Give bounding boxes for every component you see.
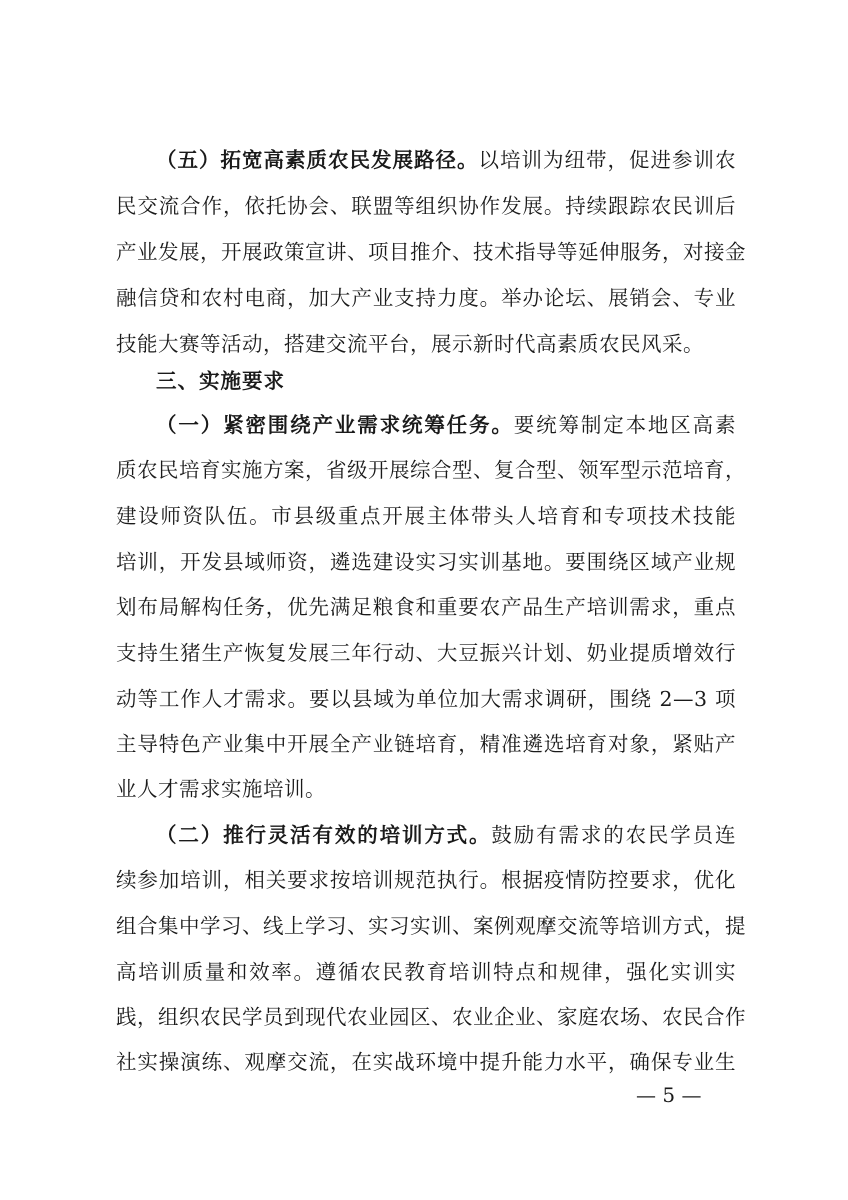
section1-first-line bbox=[156, 408, 736, 442]
section1-line: 划布局解构任务，优先满足粮食和重要农产品生产培训需求，重点 bbox=[116, 595, 736, 619]
section2-bold-title: （二）推行灵活有效的培训方式。 bbox=[156, 823, 492, 847]
section1-line: 主导特色产业集中开展全产业链培育，精准遴选培育对象，紧贴产 bbox=[116, 732, 736, 756]
section2-first-line-rest: 鼓励有需求的农民学员连 bbox=[491, 823, 737, 847]
section2-line: 组合集中学习、线上学习、实习实训、案例观摩交流等培训方式，提 bbox=[116, 914, 746, 938]
section1-line: 业人才需求实施培训。 bbox=[116, 777, 326, 801]
section2-line: 社实操演练、观摩交流，在实战环境中提升能力水平，确保专业生 bbox=[116, 1050, 736, 1074]
section2-first-line bbox=[156, 818, 736, 852]
section1-line: 支持生猪生产恢复发展三年行动、大豆振兴计划、奶业提质增效行 bbox=[116, 641, 736, 665]
section1-bold-title: （一）紧密围绕产业需求统筹任务。 bbox=[156, 413, 514, 437]
section1-line: 动等工作人才需求。要以县域为单位加大需求调研，围绕 2—3 项 bbox=[116, 687, 736, 711]
section5-line: 民交流合作，依托协会、联盟等组织协作发展。持续跟踪农民训后 bbox=[116, 194, 736, 218]
section5-bold-title: （五）拓宽高素质农民发展路径。 bbox=[156, 148, 479, 172]
section1-line: 培训，开发县域师资，遴选建设实习实训基地。要围绕区域产业规 bbox=[116, 550, 736, 574]
section2-line: 践，组织农民学员到现代农业园区、农业企业、家庭农场、农民合作 bbox=[116, 1005, 746, 1029]
section5-line: 融信贷和农村电商，加大产业支持力度。举办论坛、展销会、专业 bbox=[116, 286, 736, 310]
section5-first-line-rest: 以培训为纽带，促进参训农 bbox=[478, 148, 736, 172]
section1-line: 建设师资队伍。市县级重点开展主体带头人培育和专项技术技能 bbox=[116, 504, 736, 528]
section5-line: 技能大赛等活动，搭建交流平台，展示新时代高素质农民风采。 bbox=[116, 332, 704, 356]
heading-implementation-requirements: 三、实施要求 bbox=[156, 369, 285, 393]
section5-line: 产业发展，开展政策宣讲、项目推介、技术指导等延伸服务，对接金 bbox=[116, 240, 746, 264]
section1-first-line-rest: 要统筹制定本地区高素 bbox=[513, 413, 737, 437]
section5-first-line bbox=[156, 143, 736, 177]
section1-line: 质农民培育实施方案，省级开展综合型、复合型、领军型示范培育， bbox=[116, 458, 746, 482]
section2-line: 续参加培训，相关要求按培训规范执行。根据疫情防控要求，优化 bbox=[116, 868, 736, 892]
section2-line: 高培训质量和效率。遵循农民教育培训特点和规律，强化实训实 bbox=[116, 960, 736, 984]
page-number: — 5 — bbox=[636, 1083, 702, 1107]
